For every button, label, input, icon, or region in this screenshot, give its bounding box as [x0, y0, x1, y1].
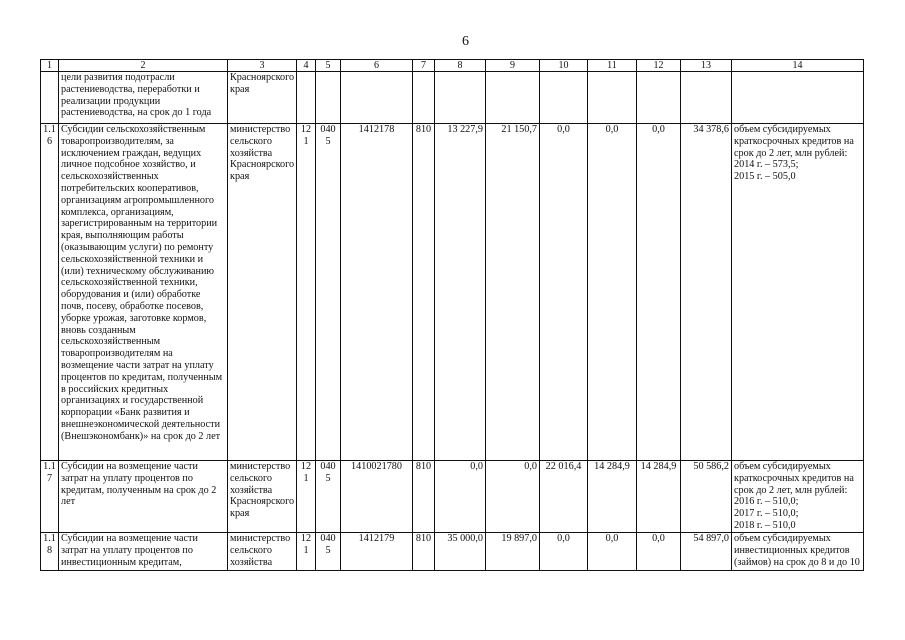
activity-name-cell-line: растениеводства, переработки и	[61, 83, 200, 95]
activity-name-cell-line: почв, посеву, обработке посевов,	[61, 300, 204, 312]
activity-name-cell-line: организациям агропромышленного	[61, 194, 215, 206]
budget-table	[40, 59, 864, 571]
responsible-org-cell-line: края	[230, 83, 250, 95]
expected-result-cell	[732, 533, 864, 571]
expense-type-cell: 810	[413, 533, 435, 571]
expected-result-cell-line: 2017 г. – 510,0;	[734, 508, 799, 520]
header-cell: 5	[316, 60, 341, 72]
activity-name-cell	[59, 533, 228, 571]
table-row	[41, 124, 864, 461]
activity-name-cell-line: в российских кредитных	[61, 383, 169, 395]
amount-cell: 14 284,9	[637, 461, 681, 533]
target-article-cell: 1410021780	[341, 461, 413, 533]
activity-name-cell-line: растениеводства, на срок до 1 года	[61, 107, 212, 119]
expected-result-cell-line: (займов) на срок до 8 и до 10	[734, 556, 860, 568]
activity-name-cell-line: Субсидии на возмещение части	[61, 533, 198, 544]
section-code-cell	[316, 72, 341, 124]
activity-name-cell-line: корпорации «Банк развития и	[61, 407, 190, 419]
expected-result-cell	[732, 124, 864, 461]
header-cell: 6	[341, 60, 413, 72]
responsible-org-cell-line: сельского	[230, 472, 272, 484]
activity-name-cell-line: товаропроизводителям на	[61, 348, 173, 360]
header-cell: 7	[413, 60, 435, 72]
expected-result-cell	[732, 461, 864, 533]
activity-name-cell-line: сельскохозяйственным	[61, 336, 161, 348]
amount-cell	[637, 72, 681, 124]
responsible-org-cell	[228, 124, 297, 461]
amount-cell: 0,0	[637, 124, 681, 461]
activity-name-cell-line: внешнеэкономической деятельности	[61, 418, 221, 430]
responsible-org-cell	[228, 72, 297, 124]
grbs-code-cell: 121	[297, 461, 316, 533]
header-cell: 2	[59, 60, 228, 72]
header-cell: 14	[732, 60, 864, 72]
table-body	[41, 60, 864, 571]
header-cell: 9	[486, 60, 540, 72]
activity-name-cell-line: Субсидии на возмещение части	[61, 461, 198, 472]
responsible-org-cell-line: Красноярского	[230, 159, 295, 171]
row-number-cell: 1.16	[41, 124, 59, 461]
total-amount-cell: 34 378,6	[681, 124, 732, 461]
activity-name-cell-line: сельскохозяйственной техники,	[61, 277, 198, 289]
expected-result-cell-line: инвестиционных кредитов	[734, 544, 850, 556]
expected-result-cell	[732, 72, 864, 124]
expected-result-cell-line: 2014 г. – 573,5;	[734, 159, 799, 171]
expected-result-cell-line: 2015 г. – 505,0	[734, 171, 796, 183]
amount-cell: 0,0	[435, 461, 486, 533]
activity-name-cell-line: оборудования и (или) обработке	[61, 289, 201, 301]
activity-name-cell-line: затрат на уплату процентов по	[61, 472, 193, 484]
table-row	[41, 533, 864, 571]
amount-cell: 35 000,0	[435, 533, 486, 571]
responsible-org-cell-line: края	[230, 508, 250, 520]
responsible-org-cell-line: министерство	[230, 124, 291, 135]
target-article-cell: 1412179	[341, 533, 413, 571]
amount-cell: 0,0	[540, 533, 588, 571]
amount-cell: 22 016,4	[540, 461, 588, 533]
activity-name-cell	[59, 461, 228, 533]
expense-type-cell	[413, 72, 435, 124]
total-amount-cell: 54 897,0	[681, 533, 732, 571]
activity-name-cell-line: товаропроизводителям, за	[61, 135, 174, 147]
amount-cell: 0,0	[540, 124, 588, 461]
activity-name-cell-line: возмещение части затрат на уплату	[61, 359, 214, 371]
amount-cell: 14 284,9	[588, 461, 637, 533]
activity-name-cell-line: процентов по кредитам, полученным	[61, 371, 223, 383]
activity-name-cell-line: уборке урожая, заготовке кормов,	[61, 312, 207, 324]
header-cell: 1	[41, 60, 59, 72]
responsible-org-cell-line: Красноярского	[230, 496, 295, 508]
expected-result-cell-line: объем субсидируемых	[734, 533, 831, 544]
activity-name-cell-line: (или) техническому обслуживанию	[61, 265, 215, 277]
responsible-org-cell-line: сельского	[230, 544, 272, 556]
amount-cell: 21 150,7	[486, 124, 540, 461]
amount-cell	[540, 72, 588, 124]
expected-result-cell-line: объем субсидируемых	[734, 461, 831, 472]
activity-name-cell-line: кредитам, полученным на срок до 2	[61, 484, 217, 496]
expected-result-cell-line: объем субсидируемых	[734, 124, 831, 135]
section-code-cell: 0405	[316, 533, 341, 571]
responsible-org-cell-line: сельского	[230, 135, 272, 147]
grbs-code-cell	[297, 72, 316, 124]
page-number: 6	[462, 34, 469, 49]
grbs-code-cell: 121	[297, 533, 316, 571]
activity-name-cell-line: (оказывающим услуги) по ремонту	[61, 241, 214, 253]
activity-name-cell-line: цели развития подотрасли	[61, 72, 175, 83]
header-cell: 4	[297, 60, 316, 72]
target-article-cell: 1412178	[341, 124, 413, 461]
amount-cell: 19 897,0	[486, 533, 540, 571]
expected-result-cell-line: срок до 2 лет, млн рублей:	[734, 484, 848, 496]
total-amount-cell	[681, 72, 732, 124]
section-code-cell: 0405	[316, 461, 341, 533]
responsible-org-cell-line: края	[230, 171, 250, 183]
responsible-org-cell-line: Красноярского	[230, 72, 295, 83]
header-cell: 11	[588, 60, 637, 72]
activity-name-cell-line: исключением граждан, ведущих	[61, 147, 202, 159]
row-number-cell	[41, 72, 59, 124]
total-amount-cell: 50 586,2	[681, 461, 732, 533]
grbs-code-cell: 121	[297, 124, 316, 461]
activity-name-cell-line: края, выполняющим работы	[61, 230, 184, 242]
amount-cell	[435, 72, 486, 124]
activity-name-cell-line: лет	[61, 496, 76, 508]
expense-type-cell: 810	[413, 124, 435, 461]
section-code-cell: 0405	[316, 124, 341, 461]
responsible-org-cell	[228, 461, 297, 533]
responsible-org-cell-line: хозяйства	[230, 484, 273, 496]
target-article-cell	[341, 72, 413, 124]
amount-cell	[486, 72, 540, 124]
amount-cell: 0,0	[588, 533, 637, 571]
responsible-org-cell-line: хозяйства	[230, 556, 273, 568]
activity-name-cell-line: комплекса, организациям,	[61, 206, 174, 218]
row-number-cell: 1.18	[41, 533, 59, 571]
activity-name-cell-line: затрат на уплату процентов по	[61, 544, 193, 556]
table-row	[41, 72, 864, 124]
amount-cell	[588, 72, 637, 124]
activity-name-cell-line: сельскохозяйственной техники и	[61, 253, 204, 265]
activity-name-cell	[59, 124, 228, 461]
activity-name-cell-line: потребительских кооперативов,	[61, 182, 199, 194]
responsible-org-cell-line: министерство	[230, 461, 291, 472]
expected-result-cell-line: краткосрочных кредитов на	[734, 472, 854, 484]
header-cell: 10	[540, 60, 588, 72]
amount-cell: 13 227,9	[435, 124, 486, 461]
expected-result-cell-line: краткосрочных кредитов на	[734, 135, 854, 147]
activity-name-cell-line: инвестиционным кредитам,	[61, 556, 182, 568]
activity-name-cell-line: (Внешэкономбанк)» на срок до 2 лет	[61, 430, 221, 442]
header-cell: 13	[681, 60, 732, 72]
expected-result-cell-line: 2018 г. – 510,0	[734, 519, 796, 531]
activity-name-cell-line: вновь созданным	[61, 324, 136, 336]
activity-name-cell	[59, 72, 228, 124]
table-row	[41, 461, 864, 533]
expected-result-cell-line: срок до 2 лет, млн рублей:	[734, 147, 848, 159]
responsible-org-cell-line: министерство	[230, 533, 291, 544]
responsible-org-cell-line: хозяйства	[230, 147, 273, 159]
amount-cell: 0,0	[486, 461, 540, 533]
activity-name-cell-line: зарегистрированным на территории	[61, 218, 218, 230]
amount-cell: 0,0	[588, 124, 637, 461]
header-cell: 12	[637, 60, 681, 72]
expense-type-cell: 810	[413, 461, 435, 533]
expected-result-cell-line: 2016 г. – 510,0;	[734, 496, 799, 508]
activity-name-cell-line: Субсидии сельскохозяйственным	[61, 124, 206, 135]
header-cell: 3	[228, 60, 297, 72]
amount-cell: 0,0	[637, 533, 681, 571]
activity-name-cell-line: организациях и государственной	[61, 395, 204, 407]
header-cell: 8	[435, 60, 486, 72]
activity-name-cell-line: реализации продукции	[61, 95, 161, 107]
activity-name-cell-line: личное подсобное хозяйство, и	[61, 159, 196, 171]
row-number-cell: 1.17	[41, 461, 59, 533]
responsible-org-cell	[228, 533, 297, 571]
activity-name-cell-line: сельскохозяйственных	[61, 171, 159, 183]
header-row	[41, 60, 864, 72]
